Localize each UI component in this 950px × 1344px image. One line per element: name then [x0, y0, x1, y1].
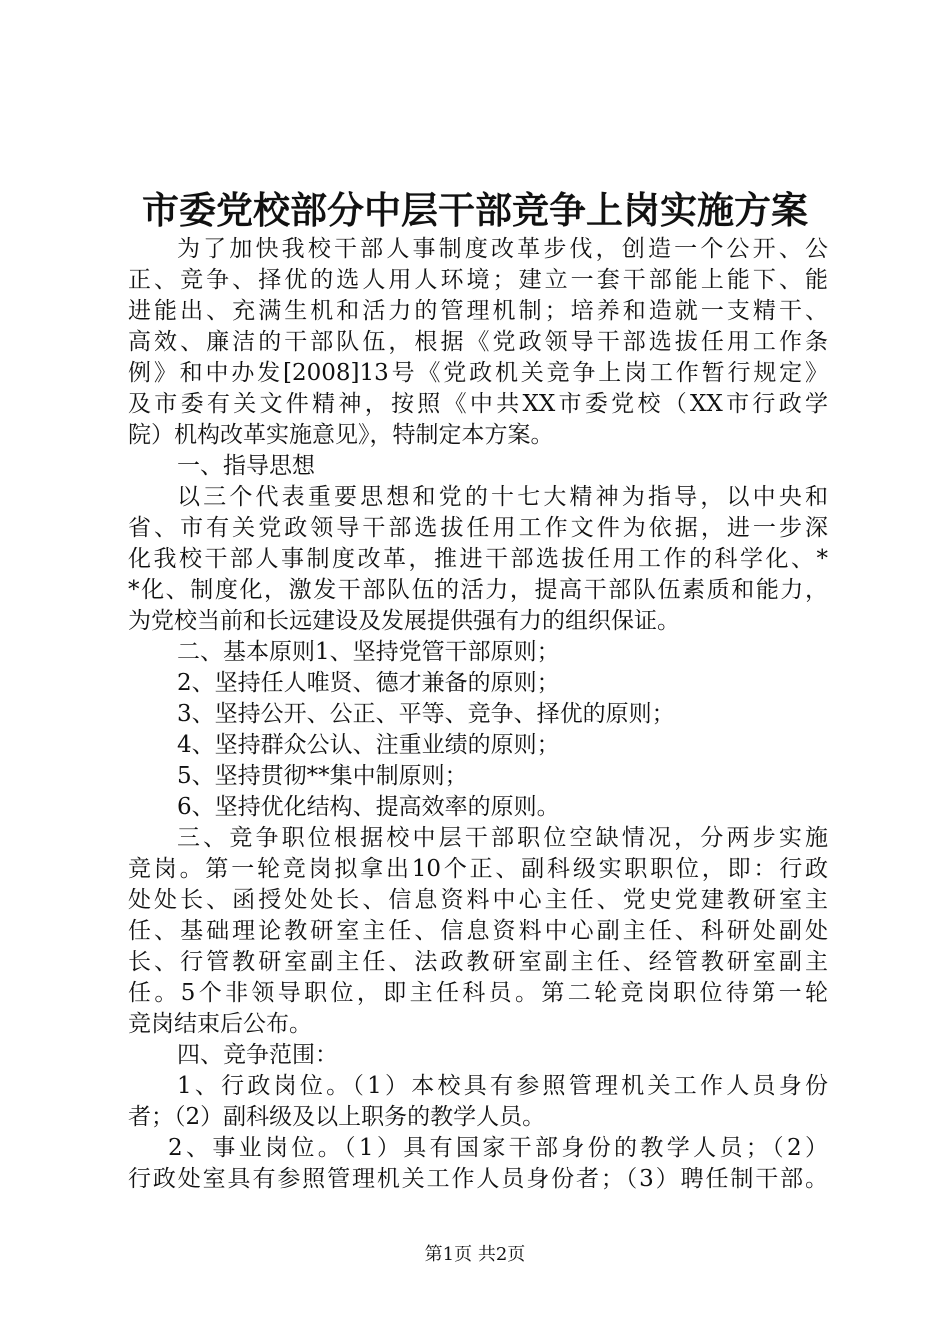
paragraph-line: 任。5个非领导职位，即主任科员。第二轮竞岗职位待第一轮	[128, 980, 828, 1006]
document-title: 市委党校部分中层干部竞争上岗实施方案	[142, 188, 808, 232]
list-item: 3、坚持公开、公正、平等、竞争、择优的原则；	[177, 701, 675, 727]
list-item: 5、坚持贯彻**集中制原则；	[177, 763, 468, 789]
paragraph-line: 为了加快我校干部人事制度改革步伐，创造一个公开、公	[177, 236, 828, 262]
paragraph-line: 2、事业岗位。（1）具有国家干部身份的教学人员；（2）	[168, 1135, 828, 1161]
paragraph-line: 高效、廉洁的干部队伍，根据《党政领导干部选拔任用工作条	[128, 329, 828, 355]
paragraph-line: 行政处室具有参照管理机关工作人员身份者；（3）聘任制干部。	[128, 1166, 828, 1192]
paragraph-line: 省、市有关党政领导干部选拔任用工作文件为依据，进一步深	[128, 515, 828, 541]
paragraph-line: 竞岗结束后公布。	[128, 1011, 312, 1037]
paragraph-line: 竞岗。第一轮竞岗拟拿出10个正、副科级实职职位，即：行政	[128, 856, 828, 882]
document-body	[128, 234, 828, 1195]
section-heading: 二、基本原则1、坚持党管干部原则；	[177, 639, 560, 665]
paragraph-line: 者；（2）副科级及以上职务的教学人员。	[128, 1104, 546, 1130]
paragraph-line: 以三个代表重要思想和党的十七大精神为指导，以中央和	[177, 484, 828, 510]
paragraph-line: 处处长、函授处处长、信息资料中心主任、党史党建教研室主	[128, 887, 828, 913]
paragraph-line: 任、基础理论教研室主任、信息资料中心副主任、科研处副处	[128, 918, 828, 944]
paragraph-line: 正、竞争、择优的选人用人环境；建立一套干部能上能下、能	[128, 267, 828, 293]
paragraph-line: *化、制度化，激发干部队伍的活力，提高干部队伍素质和能力，	[128, 577, 828, 603]
list-item: 6、坚持优化结构、提高效率的原则。	[177, 794, 560, 820]
paragraph-line: 为党校当前和长远建设及发展提供强有力的组织保证。	[128, 608, 680, 634]
paragraph-line: 化我校干部人事制度改革，推进干部选拔任用工作的科学化、*	[128, 546, 828, 572]
paragraph-line: 1、行政岗位。（1）本校具有参照管理机关工作人员身份	[177, 1073, 828, 1099]
page-indicator: 第1页 共2页	[424, 1244, 526, 1265]
paragraph-line: 长、行管教研室副主任、法政教研室副主任、经管教研室副主	[128, 949, 828, 975]
list-item: 4、坚持群众公认、注重业绩的原则；	[177, 732, 560, 758]
paragraph-line: 进能出、充满生机和活力的管理机制；培养和造就一支精干、	[128, 298, 828, 324]
list-item: 2、坚持任人唯贤、德才兼备的原则；	[177, 670, 560, 696]
paragraph-line: 例》和中办发[2008]13号《党政机关竞争上岗工作暂行规定》	[128, 360, 828, 386]
section-heading: 一、指导思想	[177, 453, 315, 479]
section-heading: 四、竞争范围：	[177, 1042, 338, 1068]
paragraph-line: 院）机构改革实施意见》，特制定本方案。	[128, 422, 554, 448]
paragraph-line: 及市委有关文件精神，按照《中共XX市委党校（XX市行政学	[128, 391, 828, 417]
paragraph-line: 三、竞争职位根据校中层干部职位空缺情况，分两步实施	[177, 825, 828, 851]
